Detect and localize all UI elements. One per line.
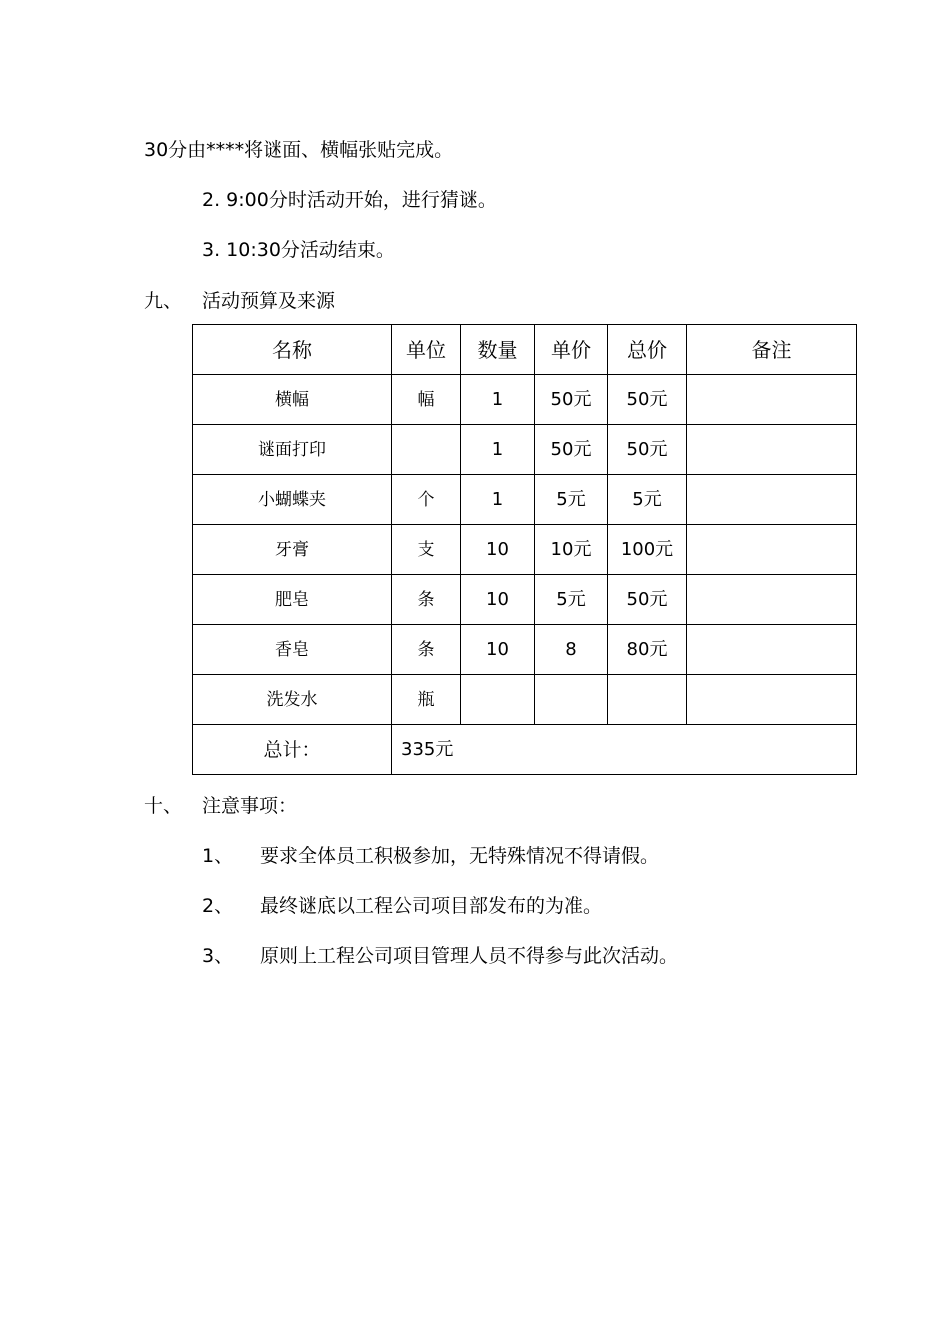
section-title-notes: 注意事项： [202,795,298,817]
cell-quantity: 1 [461,375,535,425]
cell-remarks [687,625,857,675]
cell-quantity: 1 [461,475,535,525]
cell-quantity: 10 [461,575,535,625]
section-heading-budget [144,289,182,313]
intro-line-1: 30分由****将谜面、横幅张贴完成。 [144,139,454,161]
cell-unit-price [535,675,608,725]
header-cell-unit: 单位 [392,325,461,375]
cell-quantity: 1 [461,425,535,475]
cell-total-price: 50元 [608,375,687,425]
header-cell-remarks: 备注 [687,325,857,375]
total-label: 总计： [193,725,392,775]
cell-unit: 瓶 [392,675,461,725]
cell-remarks [687,475,857,525]
cell-total-price: 80元 [608,625,687,675]
cell-unit: 条 [392,625,461,675]
cell-unit: 幅 [392,375,461,425]
section-number-notes: 十、 [144,795,183,817]
note-number: 1、 [202,845,234,867]
cell-unit-price: 8 [535,625,608,675]
table-row [193,675,857,725]
cell-remarks [687,575,857,625]
cell-unit [392,425,461,475]
cell-quantity [461,675,535,725]
cell-name: 肥皂 [193,575,392,625]
table-row [193,525,857,575]
cell-name: 谜面打印 [193,425,392,475]
cell-name: 香皂 [193,625,392,675]
budget-table [192,324,857,775]
cell-unit-price: 50元 [535,375,608,425]
cell-name: 小蝴蝶夹 [193,475,392,525]
schedule-item-2: 2. 9:00分时活动开始，进行猜谜。 [202,189,497,211]
note-item-2: 最终谜底以工程公司项目部发布的为准。 [260,895,603,917]
table-row [193,475,857,525]
cell-total-price: 50元 [608,575,687,625]
table-row [193,575,857,625]
cell-name: 洗发水 [193,675,392,725]
table-header-row [193,325,857,375]
note-number: 2、 [202,895,234,917]
note-item-3: 原则上工程公司项目管理人员不得参与此次活动。 [260,945,679,967]
cell-remarks [687,675,857,725]
cell-unit-price: 50元 [535,425,608,475]
section-title-budget: 活动预算及来源 [202,290,336,312]
table-total-row [193,725,857,775]
schedule-item-3: 3. 10:30分活动结束。 [202,239,395,261]
cell-name: 牙膏 [193,525,392,575]
note-item-1: 要求全体员工积极参加，无特殊情况不得请假。 [260,845,660,867]
cell-remarks [687,525,857,575]
cell-unit: 个 [392,475,461,525]
cell-remarks [687,425,857,475]
table-row [193,625,857,675]
header-cell-quantity: 数量 [461,325,535,375]
section-number: 九、 [144,290,183,312]
cell-unit-price: 10元 [535,525,608,575]
cell-remarks [687,375,857,425]
note-number: 3、 [202,945,234,967]
cell-unit: 支 [392,525,461,575]
cell-total-price [608,675,687,725]
cell-total-price: 50元 [608,425,687,475]
header-cell-name: 名称 [193,325,392,375]
cell-total-price: 100元 [608,525,687,575]
cell-quantity: 10 [461,625,535,675]
table-row [193,425,857,475]
cell-name: 横幅 [193,375,392,425]
cell-unit: 条 [392,575,461,625]
cell-unit-price: 5元 [535,475,608,525]
cell-total-price: 5元 [608,475,687,525]
table-row [193,375,857,425]
cell-quantity: 10 [461,525,535,575]
cell-unit-price: 5元 [535,575,608,625]
header-cell-total-price: 总价 [608,325,687,375]
total-value: 335元 [392,725,857,775]
header-cell-unit-price: 单价 [535,325,608,375]
